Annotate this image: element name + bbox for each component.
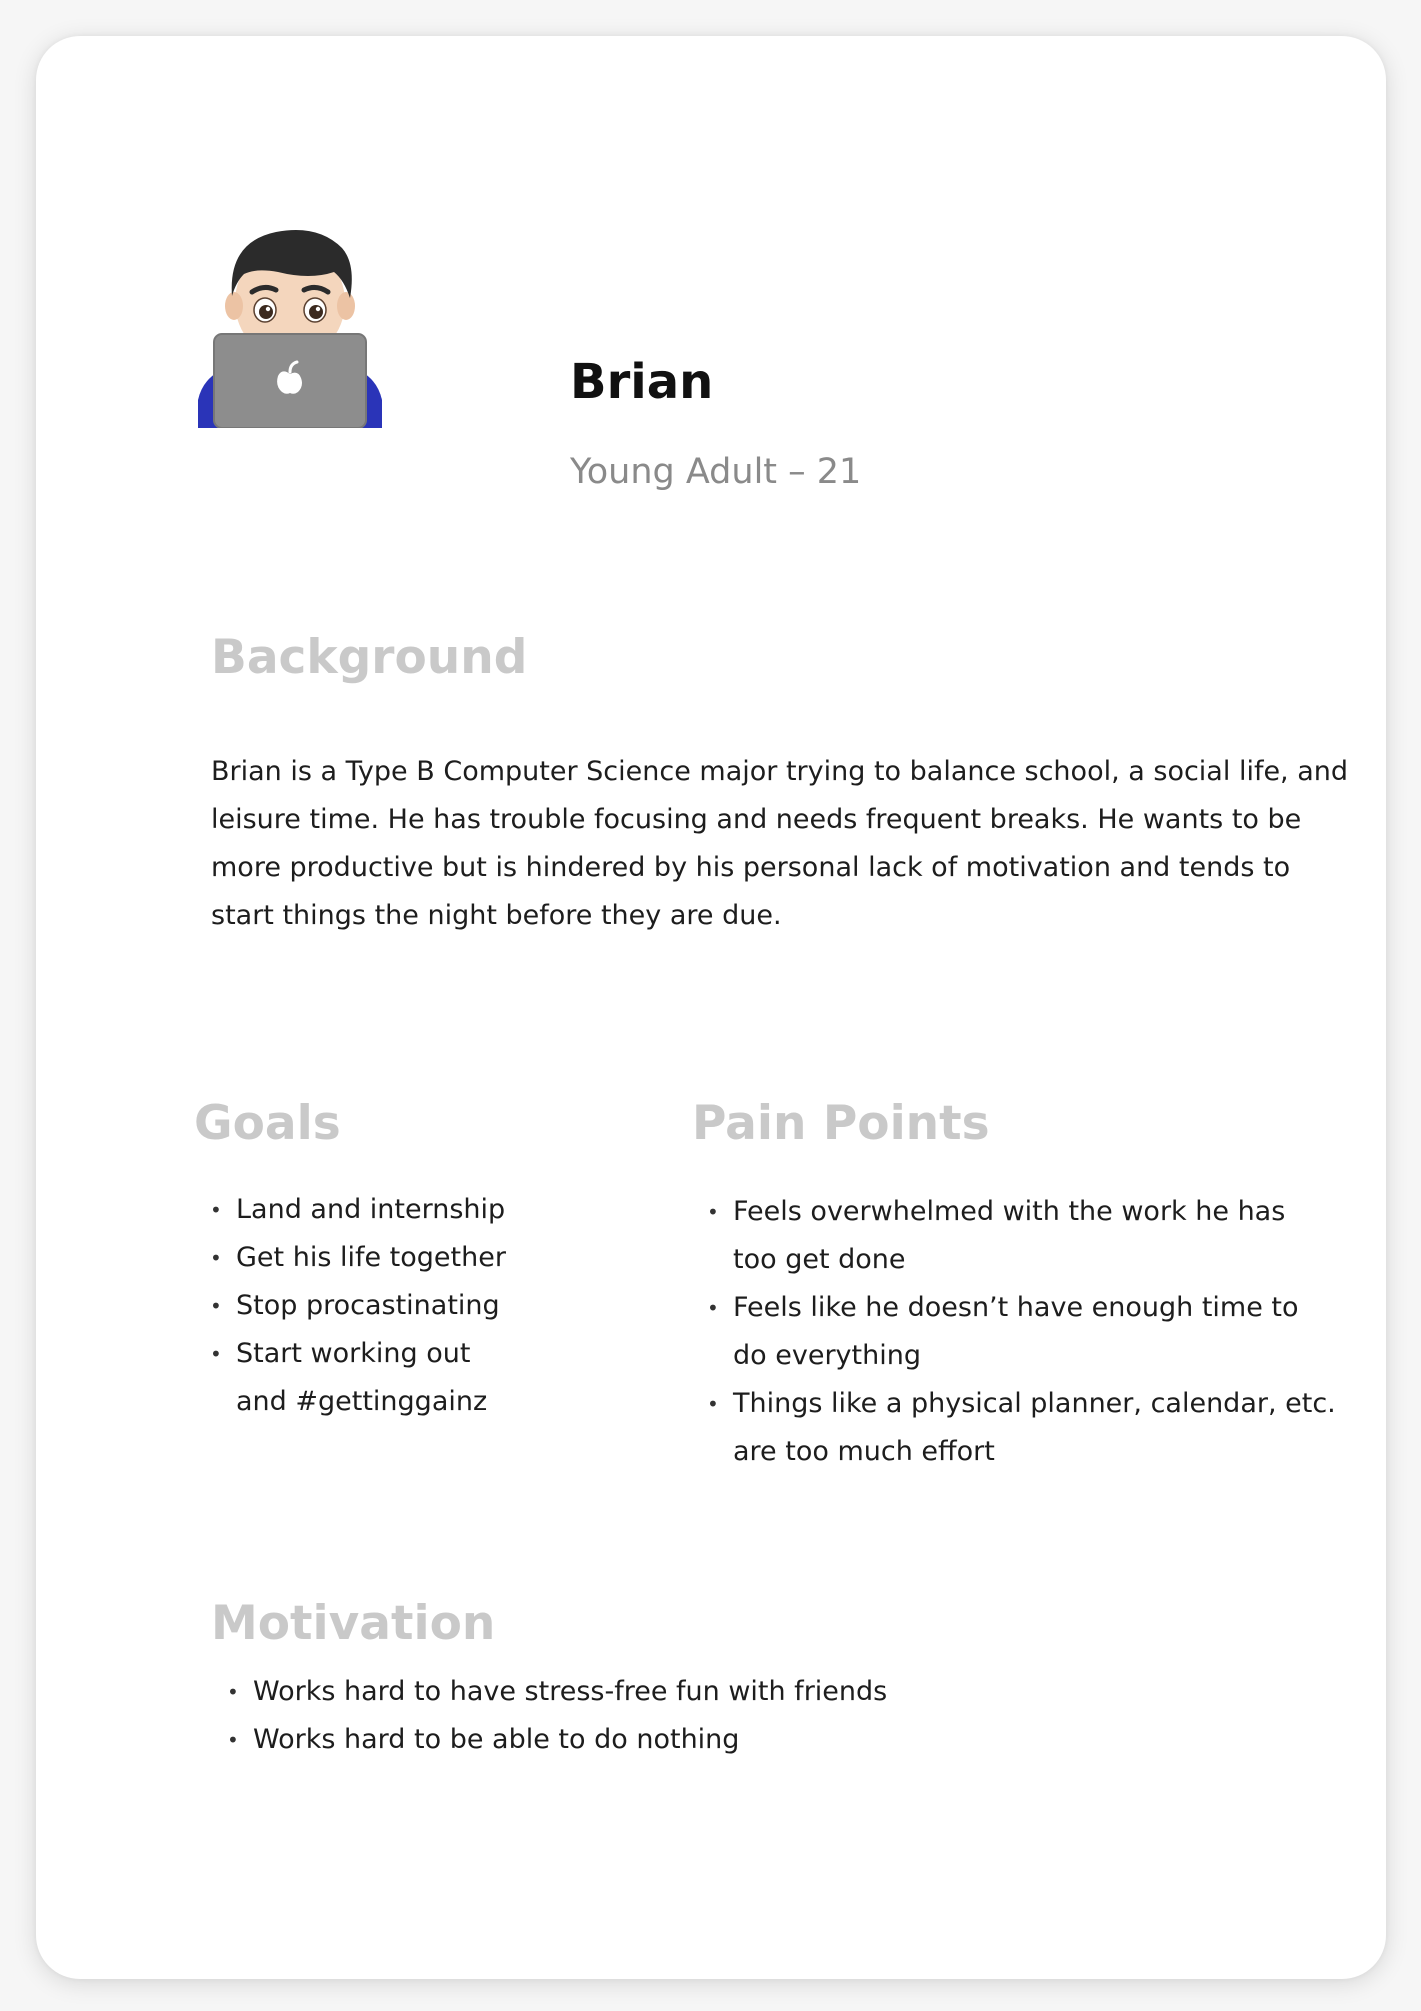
background-heading: Background xyxy=(211,630,528,685)
goals-heading: Goals xyxy=(194,1096,341,1151)
list-item: • Land and internship xyxy=(210,1186,610,1234)
list-item: • Start working out and #gettinggainz xyxy=(210,1330,526,1426)
list-item: • Feels like he doesn’t have enough time to do everything xyxy=(707,1284,1333,1380)
pain-points-list xyxy=(707,1188,1336,1476)
pain-points-heading: Pain Points xyxy=(692,1096,990,1151)
persona-name: Brian xyxy=(570,354,714,410)
list-item: • Get his life together xyxy=(210,1234,610,1282)
list-item: • Stop procastinating xyxy=(210,1282,610,1330)
motivation-heading: Motivation xyxy=(211,1596,496,1651)
man-technologist-laptop-icon xyxy=(198,222,382,428)
list-item: • Things like a physical planner, calendar, etc. are too much effort xyxy=(707,1380,1343,1476)
list-item: • Works hard to have stress-free fun with friends xyxy=(227,1668,1227,1716)
background-text: Brian is a Type B Computer Science major trying to balance school, a social life, and leisure time. He has trouble focusing and needs frequent breaks. He wants to be more productive but is hindered by his personal lack of motivation and tends to start things the night before they are due. xyxy=(211,756,1349,931)
persona-card xyxy=(36,36,1386,1979)
list-item: • Feels overwhelmed with the work he has too get done xyxy=(707,1188,1293,1284)
persona-subtitle: Young Adult – 21 xyxy=(570,452,862,492)
list-item: • Works hard to be able to do nothing xyxy=(227,1716,1227,1764)
motivation-list xyxy=(227,1668,1227,1764)
goals-list xyxy=(210,1186,610,1426)
